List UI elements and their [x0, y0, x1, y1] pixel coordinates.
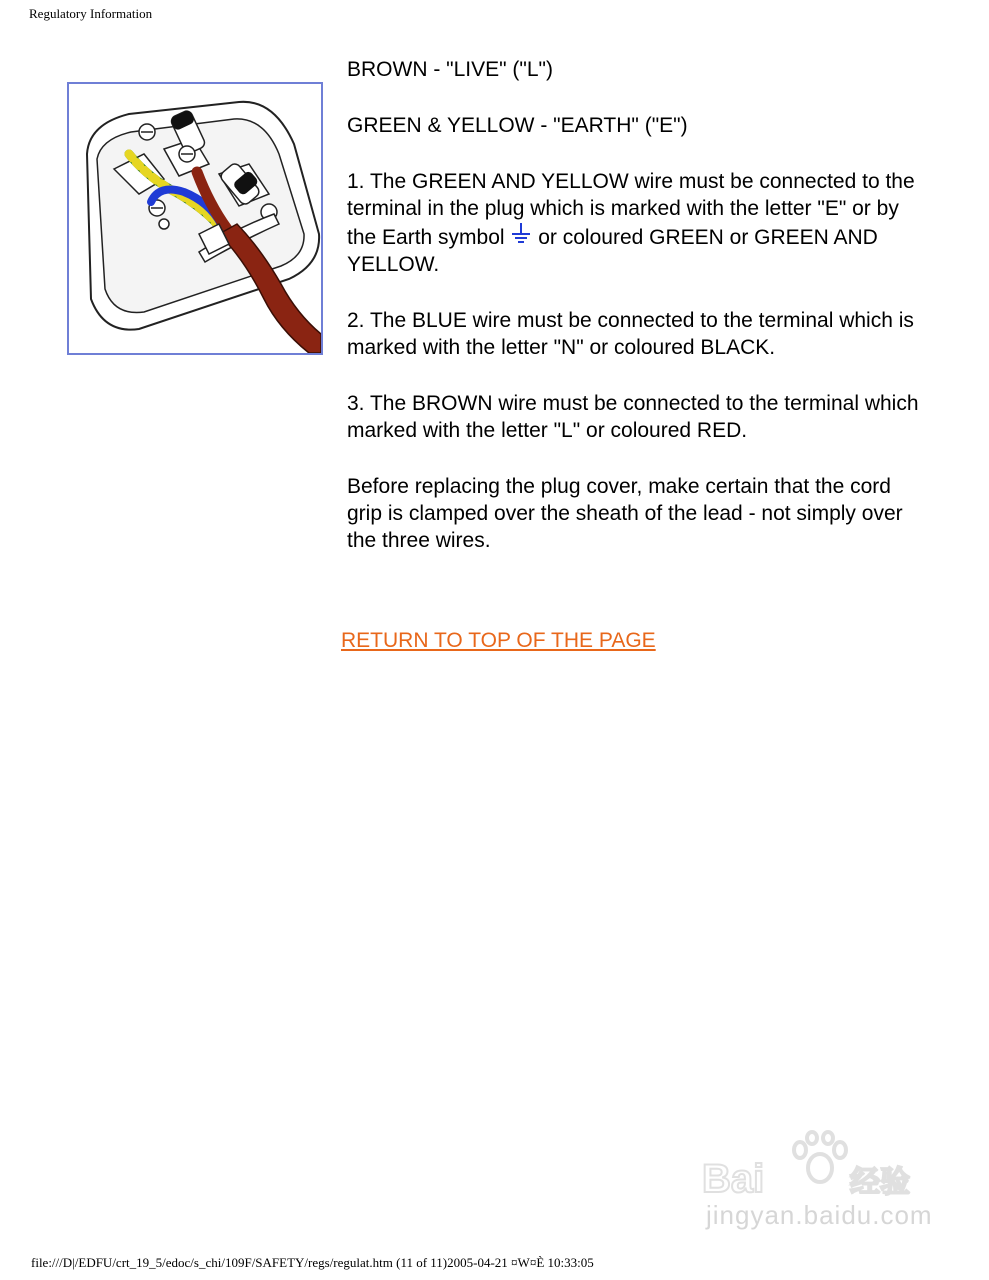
live-wire-line: BROWN - "LIVE" ("L") — [347, 58, 554, 81]
earth-wire-line: GREEN & YELLOW - "EARTH" ("E") — [347, 114, 688, 137]
return-to-top-link[interactable]: RETURN TO TOP OF THE PAGE — [341, 629, 656, 652]
page-header-title: Regulatory Information — [29, 6, 153, 21]
plug-wiring-illustration — [67, 82, 323, 355]
instruction-item-2: 2. The BLUE wire must be connected to the terminal which is marked with the letter "N" or coloured BLACK. — [347, 309, 914, 359]
cord-grip-note: Before replacing the plug cover, make certain that the cord grip is clamped over the sheath of the lead - not simply over the three wires. — [347, 475, 903, 552]
instruction-item-1-text-start: 1. The GREEN AND YELLOW wire must be connected to the terminal in the plug which is marked with the letter "E" or by the Earth symbol — [347, 170, 915, 249]
instruction-item-1 — [347, 168, 927, 278]
svg-text:Bai: Bai — [702, 1157, 765, 1200]
earth-ground-icon — [510, 222, 532, 246]
footer-file-path: file:///D|/EDFU/crt_19_5/edoc/s_chi/109F/SAFETY/regs/regulat.htm (11 of 11)2005-04-21 ¤W¤È 10:33:05 — [31, 1255, 594, 1270]
svg-text:经验: 经验 — [850, 1166, 910, 1199]
wiring-instructions — [347, 56, 927, 583]
watermark-url: jingyan.baidu.com — [706, 1200, 933, 1230]
instruction-item-3: 3. The BROWN wire must be connected to the terminal which marked with the letter "L" or coloured RED. — [347, 392, 919, 442]
instruction-item-1-text-end: or coloured GREEN or GREEN AND YELLOW. — [347, 226, 878, 276]
